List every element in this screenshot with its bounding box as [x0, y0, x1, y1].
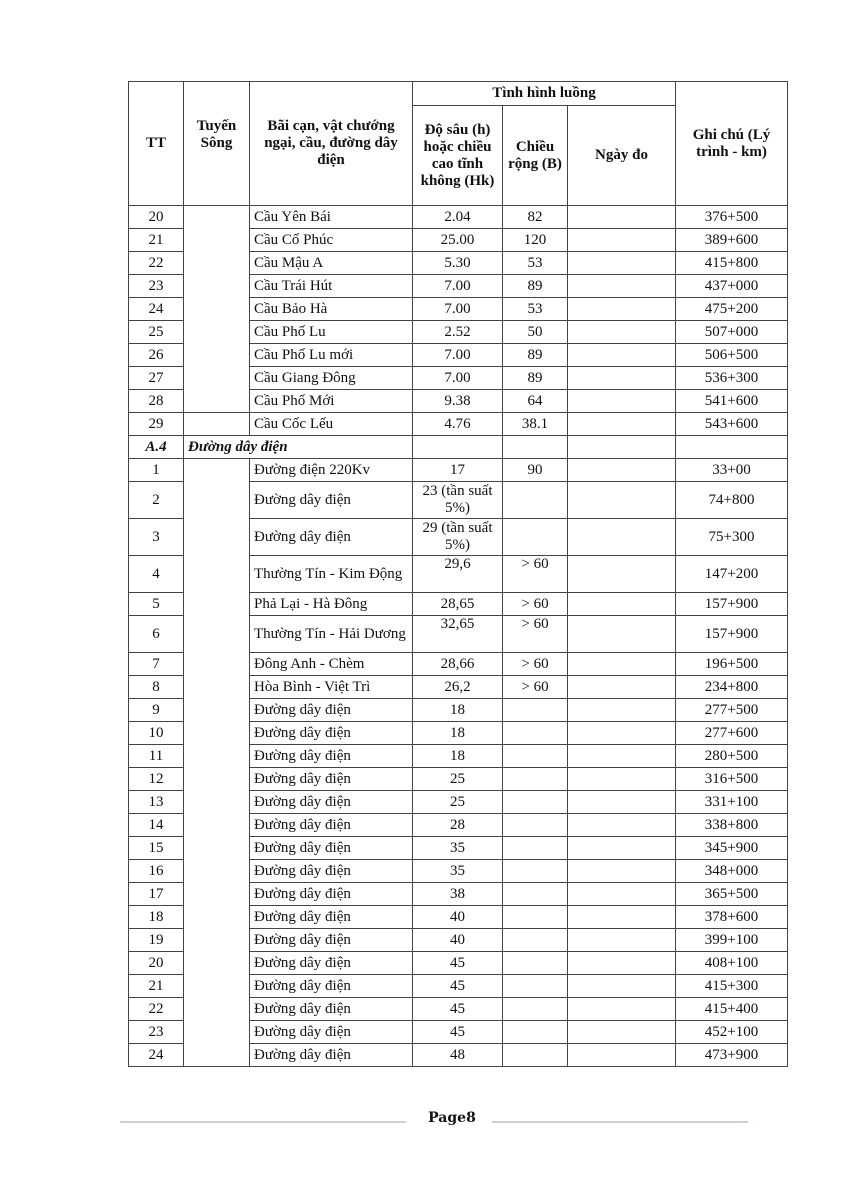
- row-depth: 17: [413, 459, 503, 482]
- row-tt: 19: [129, 929, 184, 952]
- row-tt: 24: [129, 298, 184, 321]
- row-date: [568, 229, 676, 252]
- row-note: 345+900: [676, 837, 788, 860]
- row-note: 277+600: [676, 722, 788, 745]
- row-tt: 3: [129, 519, 184, 556]
- row-name: Cầu Giang Đông: [250, 367, 413, 390]
- row-tt: 7: [129, 653, 184, 676]
- row-note: 74+800: [676, 482, 788, 519]
- row-name: Hòa Bình - Việt Trì: [250, 676, 413, 699]
- river-obstacle-table: [128, 81, 788, 1067]
- row-tt: 25: [129, 321, 184, 344]
- row-name: Đường dây điện: [250, 860, 413, 883]
- row-depth: 18: [413, 699, 503, 722]
- tuyen-song-cell: [184, 413, 250, 436]
- row-width: 120: [503, 229, 568, 252]
- row-depth: 45: [413, 998, 503, 1021]
- row-width: 89: [503, 367, 568, 390]
- row-name: Cầu Phố Mới: [250, 390, 413, 413]
- row-width: 38.1: [503, 413, 568, 436]
- row-depth: 2.04: [413, 206, 503, 229]
- row-width: 53: [503, 298, 568, 321]
- row-note: 389+600: [676, 229, 788, 252]
- row-width: > 60: [503, 616, 568, 653]
- row-depth: 18: [413, 745, 503, 768]
- row-depth: 40: [413, 929, 503, 952]
- row-width: 82: [503, 206, 568, 229]
- row-depth: 7.00: [413, 298, 503, 321]
- row-depth: 45: [413, 975, 503, 998]
- row-date: [568, 616, 676, 653]
- row-depth: 28,65: [413, 593, 503, 616]
- row-date: [568, 929, 676, 952]
- row-tt: 10: [129, 722, 184, 745]
- row-note: 408+100: [676, 952, 788, 975]
- row-name: Thường Tín - Hải Dương: [250, 616, 413, 653]
- empty-cell: [568, 436, 676, 459]
- row-name: Đường dây điện: [250, 745, 413, 768]
- row-note: 365+500: [676, 883, 788, 906]
- row-note: 234+800: [676, 676, 788, 699]
- section-title: Đường dây điện: [184, 436, 413, 459]
- row-width: 89: [503, 344, 568, 367]
- row-date: [568, 298, 676, 321]
- row-date: [568, 883, 676, 906]
- row-depth: 5.30: [413, 252, 503, 275]
- row-width: [503, 906, 568, 929]
- row-name: Đường dây điện: [250, 791, 413, 814]
- row-note: 452+100: [676, 1021, 788, 1044]
- row-note: 75+300: [676, 519, 788, 556]
- row-depth: 4.76: [413, 413, 503, 436]
- header-ngay-do: Ngày đo: [568, 106, 676, 206]
- row-width: 50: [503, 321, 568, 344]
- row-name: Cầu Trái Hút: [250, 275, 413, 298]
- row-date: [568, 837, 676, 860]
- row-width: [503, 722, 568, 745]
- row-date: [568, 791, 676, 814]
- row-note: 506+500: [676, 344, 788, 367]
- row-width: 53: [503, 252, 568, 275]
- row-date: [568, 814, 676, 837]
- row-tt: 14: [129, 814, 184, 837]
- row-width: 64: [503, 390, 568, 413]
- header-tuyen-song: Tuyến Sông: [184, 82, 250, 206]
- empty-cell: [503, 436, 568, 459]
- table-row: [129, 413, 788, 436]
- row-note: 277+500: [676, 699, 788, 722]
- row-note: 280+500: [676, 745, 788, 768]
- footer-rule-right: [492, 1121, 748, 1123]
- row-depth: 25.00: [413, 229, 503, 252]
- row-width: [503, 814, 568, 837]
- row-depth: 2.52: [413, 321, 503, 344]
- row-date: [568, 459, 676, 482]
- row-name: Cầu Bảo Hà: [250, 298, 413, 321]
- page-number: Page8: [428, 1110, 476, 1126]
- row-date: [568, 413, 676, 436]
- row-tt: 23: [129, 1021, 184, 1044]
- row-depth: 38: [413, 883, 503, 906]
- row-width: [503, 1044, 568, 1067]
- row-tt: 13: [129, 791, 184, 814]
- row-note: 157+900: [676, 593, 788, 616]
- row-depth: 35: [413, 837, 503, 860]
- row-width: [503, 860, 568, 883]
- table-row: [129, 459, 788, 482]
- row-width: [503, 975, 568, 998]
- row-note: 147+200: [676, 556, 788, 593]
- row-date: [568, 275, 676, 298]
- row-depth: 45: [413, 952, 503, 975]
- row-depth: 18: [413, 722, 503, 745]
- row-tt: 22: [129, 998, 184, 1021]
- row-note: 33+00: [676, 459, 788, 482]
- row-date: [568, 321, 676, 344]
- row-name: Cầu Phố Lu mới: [250, 344, 413, 367]
- row-tt: 16: [129, 860, 184, 883]
- row-date: [568, 390, 676, 413]
- row-note: 415+400: [676, 998, 788, 1021]
- row-width: [503, 519, 568, 556]
- row-name: Đường điện 220Kv: [250, 459, 413, 482]
- row-date: [568, 722, 676, 745]
- row-name: Cầu Cốc Lếu: [250, 413, 413, 436]
- row-date: [568, 519, 676, 556]
- row-depth: 29 (tần suất 5%): [413, 519, 503, 556]
- row-note: 541+600: [676, 390, 788, 413]
- row-name: Đường dây điện: [250, 519, 413, 556]
- row-name: Đường dây điện: [250, 1044, 413, 1067]
- row-tt: 4: [129, 556, 184, 593]
- row-note: 543+600: [676, 413, 788, 436]
- row-depth: 7.00: [413, 344, 503, 367]
- row-tt: 21: [129, 975, 184, 998]
- row-tt: 9: [129, 699, 184, 722]
- row-date: [568, 676, 676, 699]
- row-depth: 28,66: [413, 653, 503, 676]
- row-date: [568, 975, 676, 998]
- row-date: [568, 1021, 676, 1044]
- row-name: Đường dây điện: [250, 1021, 413, 1044]
- row-tt: 18: [129, 906, 184, 929]
- row-tt: 20: [129, 206, 184, 229]
- row-name: Đường dây điện: [250, 482, 413, 519]
- row-date: [568, 556, 676, 593]
- row-width: > 60: [503, 593, 568, 616]
- row-date: [568, 745, 676, 768]
- row-name: Đường dây điện: [250, 814, 413, 837]
- row-date: [568, 998, 676, 1021]
- row-width: [503, 699, 568, 722]
- row-depth: 25: [413, 768, 503, 791]
- row-name: Đường dây điện: [250, 975, 413, 998]
- tuyen-song-cell: [184, 459, 250, 1067]
- header-tinh-hinh-luong: Tình hình luồng: [413, 82, 676, 106]
- bridge-rows: [129, 206, 788, 436]
- row-date: [568, 1044, 676, 1067]
- row-date: [568, 906, 676, 929]
- row-width: [503, 791, 568, 814]
- row-tt: 12: [129, 768, 184, 791]
- row-tt: 27: [129, 367, 184, 390]
- table-row: [129, 206, 788, 229]
- row-width: [503, 929, 568, 952]
- row-name: Đường dây điện: [250, 699, 413, 722]
- row-depth: 40: [413, 906, 503, 929]
- row-name: Đường dây điện: [250, 952, 413, 975]
- row-date: [568, 699, 676, 722]
- row-note: 378+600: [676, 906, 788, 929]
- row-name: Đường dây điện: [250, 722, 413, 745]
- empty-cell: [676, 436, 788, 459]
- row-tt: 17: [129, 883, 184, 906]
- row-depth: 28: [413, 814, 503, 837]
- row-date: [568, 252, 676, 275]
- row-width: [503, 1021, 568, 1044]
- row-name: Cầu Cổ Phúc: [250, 229, 413, 252]
- row-width: > 60: [503, 676, 568, 699]
- row-depth: 45: [413, 1021, 503, 1044]
- row-tt: 26: [129, 344, 184, 367]
- row-depth: 35: [413, 860, 503, 883]
- tuyen-song-cell: [184, 206, 250, 413]
- row-note: 475+200: [676, 298, 788, 321]
- section-a4: [129, 436, 788, 459]
- row-note: 536+300: [676, 367, 788, 390]
- section-row: [129, 436, 788, 459]
- row-depth: 7.00: [413, 275, 503, 298]
- row-note: 196+500: [676, 653, 788, 676]
- row-name: Cầu Phố Lu: [250, 321, 413, 344]
- row-width: [503, 837, 568, 860]
- row-note: 376+500: [676, 206, 788, 229]
- row-tt: 21: [129, 229, 184, 252]
- row-note: 316+500: [676, 768, 788, 791]
- power-line-rows: [129, 459, 788, 1067]
- row-date: [568, 206, 676, 229]
- row-name: Đường dây điện: [250, 929, 413, 952]
- row-width: [503, 768, 568, 791]
- row-note: 399+100: [676, 929, 788, 952]
- row-name: Đường dây điện: [250, 883, 413, 906]
- row-name: Đường dây điện: [250, 768, 413, 791]
- row-depth: 7.00: [413, 367, 503, 390]
- row-depth: 29,6: [413, 556, 503, 593]
- row-note: 157+900: [676, 616, 788, 653]
- row-note: 473+900: [676, 1044, 788, 1067]
- row-width: [503, 482, 568, 519]
- row-name: Thường Tín - Kim Động: [250, 556, 413, 593]
- row-depth: 23 (tần suất 5%): [413, 482, 503, 519]
- row-name: Phả Lại - Hà Đông: [250, 593, 413, 616]
- row-name: Cầu Mậu A: [250, 252, 413, 275]
- row-note: 348+000: [676, 860, 788, 883]
- header-tt: TT: [129, 82, 184, 206]
- row-tt: 5: [129, 593, 184, 616]
- row-tt: 2: [129, 482, 184, 519]
- row-date: [568, 653, 676, 676]
- row-date: [568, 860, 676, 883]
- row-width: [503, 883, 568, 906]
- row-width: [503, 998, 568, 1021]
- row-name: Đông Anh - Chèm: [250, 653, 413, 676]
- page-footer: [120, 1110, 750, 1134]
- header-chieu-rong: Chiều rộng (B): [503, 106, 568, 206]
- row-date: [568, 367, 676, 390]
- row-width: 89: [503, 275, 568, 298]
- row-tt: 11: [129, 745, 184, 768]
- header-do-sau: Độ sâu (h) hoặc chiều cao tĩnh không (Hk): [413, 106, 503, 206]
- row-depth: 26,2: [413, 676, 503, 699]
- row-note: 507+000: [676, 321, 788, 344]
- row-name: Đường dây điện: [250, 998, 413, 1021]
- row-depth: 32,65: [413, 616, 503, 653]
- header-bai-can: Bãi cạn, vật chướng ngại, cầu, đường dây điện: [250, 82, 413, 206]
- row-width: 90: [503, 459, 568, 482]
- row-date: [568, 482, 676, 519]
- row-tt: 6: [129, 616, 184, 653]
- row-tt: 20: [129, 952, 184, 975]
- row-date: [568, 768, 676, 791]
- section-code: A.4: [129, 436, 184, 459]
- row-tt: 29: [129, 413, 184, 436]
- row-depth: 48: [413, 1044, 503, 1067]
- header-ghi-chu: Ghi chú (Lý trình - km): [676, 82, 788, 206]
- empty-cell: [413, 436, 503, 459]
- row-note: 331+100: [676, 791, 788, 814]
- row-tt: 22: [129, 252, 184, 275]
- row-tt: 23: [129, 275, 184, 298]
- row-tt: 8: [129, 676, 184, 699]
- row-date: [568, 952, 676, 975]
- row-name: Đường dây điện: [250, 906, 413, 929]
- row-note: 338+800: [676, 814, 788, 837]
- row-depth: 9.38: [413, 390, 503, 413]
- row-date: [568, 344, 676, 367]
- row-note: 415+300: [676, 975, 788, 998]
- row-width: [503, 745, 568, 768]
- row-tt: 28: [129, 390, 184, 413]
- row-date: [568, 593, 676, 616]
- row-tt: 24: [129, 1044, 184, 1067]
- row-width: > 60: [503, 653, 568, 676]
- row-width: [503, 952, 568, 975]
- row-name: Đường dây điện: [250, 837, 413, 860]
- row-width: > 60: [503, 556, 568, 593]
- row-depth: 25: [413, 791, 503, 814]
- row-tt: 1: [129, 459, 184, 482]
- footer-rule-left: [120, 1121, 406, 1123]
- row-tt: 15: [129, 837, 184, 860]
- row-note: 437+000: [676, 275, 788, 298]
- row-note: 415+800: [676, 252, 788, 275]
- row-name: Cầu Yên Bái: [250, 206, 413, 229]
